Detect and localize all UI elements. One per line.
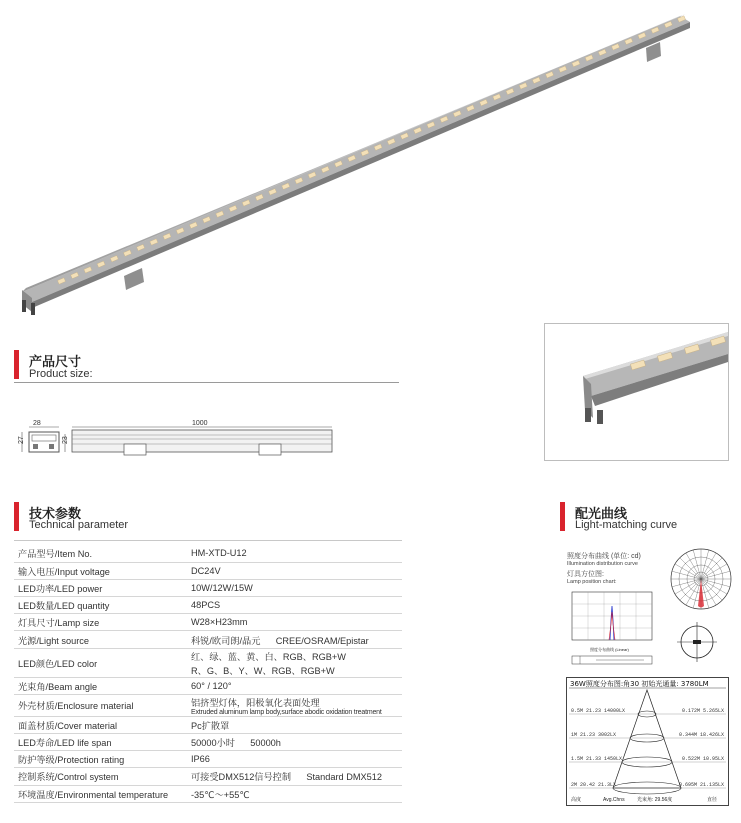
spec-value-line: IP66 <box>191 754 210 765</box>
spec-label: 防护等级/Protection rating <box>14 751 187 768</box>
dim-height-inner-label: 23 <box>62 436 69 444</box>
dim-height-outer-label: 27 <box>18 436 25 444</box>
position-label-cn: 灯具方位图: <box>567 571 604 578</box>
spec-row <box>14 734 402 751</box>
linear-distribution-chart <box>566 590 658 670</box>
spec-table <box>14 545 402 803</box>
spec-row <box>14 614 402 631</box>
spec-value <box>187 597 402 614</box>
cone-row-right: 0.522M 10.95LX <box>681 756 724 762</box>
spec-row <box>14 716 402 733</box>
spec-value <box>187 716 402 733</box>
section-accent-bar <box>14 350 19 379</box>
product-size-subtitle: Product size: <box>29 368 93 380</box>
light-curve-subtitle: Light-matching curve <box>575 519 678 531</box>
cone-row-left: 1.5M 21.33 1450LX <box>571 756 623 762</box>
cone-chart-frame <box>566 677 729 806</box>
spec-value-line: 铝挤型灯体，阳极氧化表面处理 <box>191 697 320 708</box>
spec-label: LED颜色/LED color <box>14 648 187 677</box>
spec-value-line: 可接受DMX512信号控制 Standard DMX512 <box>191 772 382 783</box>
spec-value <box>187 785 402 802</box>
spec-label: 产品型号/Item No. <box>14 545 187 562</box>
cone-footer-label: 高度 <box>571 797 582 803</box>
cone-row-right: 0.172M 5.265LX <box>681 708 724 714</box>
spec-label: 灯具尺寸/Lamp size <box>14 614 187 631</box>
spec-row <box>14 648 402 677</box>
spec-value-line: 50000小时 50000h <box>191 738 281 749</box>
spec-value-line: DC24V <box>191 565 221 576</box>
spec-row <box>14 751 402 768</box>
spec-value-line: W28×H23mm <box>191 617 248 628</box>
spec-value <box>187 545 402 562</box>
dim-length-label: 1000 <box>192 420 208 427</box>
spec-label: 环境温度/Environmental temperature <box>14 785 187 802</box>
linear-chart-label: 照度分布曲线 (Linear) <box>590 647 629 652</box>
spec-row <box>14 694 402 716</box>
spec-value-line: 60° / 120° <box>191 680 232 691</box>
spec-value-line: Extruded aluminum lamp body,surface abodic oxidation treatment <box>191 708 382 716</box>
cone-row-right: 0.344M 18.426LX <box>678 732 724 738</box>
spec-value <box>187 648 402 677</box>
section-accent-bar <box>560 502 565 531</box>
cone-row-left: 2M 20.42 21.3LX <box>571 782 617 788</box>
spec-row <box>14 631 402 648</box>
spec-value <box>187 734 402 751</box>
cone-row-left: 0.5M 21.23 14000LX <box>571 708 626 714</box>
spec-value-line: -35℃～+55℃ <box>191 789 250 800</box>
spec-value <box>187 631 402 648</box>
lamp-position-chart <box>675 620 735 670</box>
section-accent-bar <box>14 502 19 531</box>
spec-value-line: Pc扩散罩 <box>191 720 230 731</box>
cone-row-right: 0.695M 21.135LX <box>678 782 724 788</box>
spec-value <box>187 694 402 716</box>
spec-row <box>14 579 402 596</box>
position-label-en: Lamp position chart: <box>567 579 617 585</box>
spec-value <box>187 614 402 631</box>
spec-label: LED数量/LED quantity <box>14 597 187 614</box>
spec-row <box>14 677 402 694</box>
spec-value <box>187 579 402 596</box>
spec-value <box>187 751 402 768</box>
spec-label: 外壳材质/Enclosure material <box>14 694 187 716</box>
spec-value-line: 10W/12W/15W <box>191 582 253 593</box>
spec-row <box>14 545 402 562</box>
dim-width-label: 28 <box>33 420 41 427</box>
cone-footer-label: Avg.Chns <box>603 797 625 803</box>
polar-distribution-chart <box>668 546 734 612</box>
spec-value <box>187 768 402 785</box>
technical-subtitle: Technical parameter <box>29 519 129 531</box>
distribution-label-en: Illumination distribution curve <box>567 561 638 567</box>
spec-label: LED寿命/LED life span <box>14 734 187 751</box>
section-divider <box>14 382 399 383</box>
spec-value <box>187 677 402 694</box>
light-curve-title: 配光曲线 <box>575 507 628 522</box>
spec-label: LED功率/LED power <box>14 579 187 596</box>
spec-row <box>14 785 402 802</box>
cone-footer-label: 光束角: 29.56度 <box>637 797 673 803</box>
spec-value-line: R、G、B、Y、W、RGB、RGB+W <box>191 665 335 676</box>
spec-label: 光源/Light source <box>14 631 187 648</box>
product-size-title: 产品尺寸 <box>29 355 82 370</box>
section-divider <box>14 540 402 541</box>
spec-value-line: 红、绿、蓝、黄、白、RGB、RGB+W <box>191 651 346 662</box>
spec-label: 光束角/Beam angle <box>14 677 187 694</box>
spec-label: 控制系统/Control system <box>14 768 187 785</box>
cone-chart-title: 36W照度分布图:角30 初始光通量: 3780LM <box>570 680 709 688</box>
technical-title: 技术参数 <box>29 507 82 522</box>
spec-row <box>14 768 402 785</box>
cone-row-left: 1M 21.23 3002LX <box>571 732 617 738</box>
spec-row <box>14 597 402 614</box>
spec-value-line: HM-XTD-U12 <box>191 548 247 559</box>
product-hero-image <box>0 0 741 325</box>
spec-value-line: 48PCS <box>191 600 221 611</box>
spec-value-line: 科锐/欧司朗/晶元 CREE/OSRAM/Epistar <box>191 635 369 646</box>
detail-thumbnail <box>544 323 729 461</box>
cone-footer-label: 直径 <box>707 797 718 803</box>
spec-value <box>187 562 402 579</box>
spec-label: 输入电压/Input voltage <box>14 562 187 579</box>
distribution-label-cn: 照度分布曲线 (单位: cd) <box>567 553 641 560</box>
spec-label: 面盖材质/Cover material <box>14 716 187 733</box>
spec-row <box>14 562 402 579</box>
dimension-drawing <box>12 414 337 462</box>
